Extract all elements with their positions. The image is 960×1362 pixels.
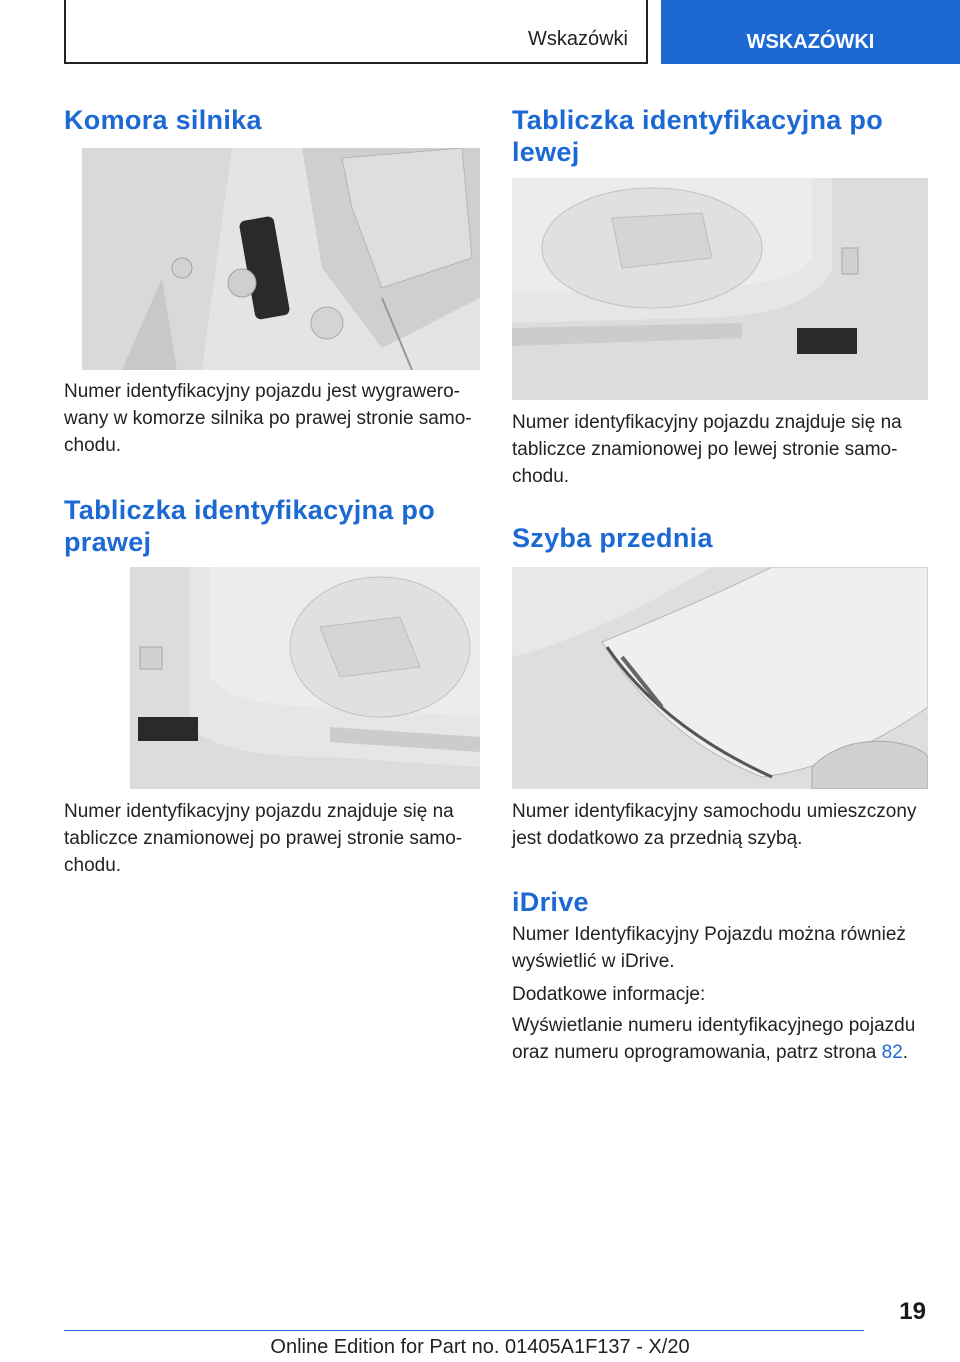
section-title-idrive: iDrive bbox=[512, 887, 589, 917]
footer-divider bbox=[64, 1330, 864, 1331]
windshield-text: Numer identyfikacyjny samochodu umieszczony jest dodatkowo za przednią szybą. bbox=[512, 801, 917, 849]
idrive-text-1: Numer Identyfikacyjny Pojazdu można również wyświetlić w iDrive. bbox=[512, 924, 906, 972]
right-plate-text: Numer identyfikacyjny pojazdu znajduje się na tabliczce znamionowej po prawej stronie samo-chodu. bbox=[64, 801, 463, 876]
header-tab-label: WSKAZÓWKI bbox=[746, 30, 875, 53]
header-section-title: Wskazówki bbox=[527, 28, 628, 50]
section-title-right-plate: Tabliczka identyfikacyjna po prawej bbox=[64, 495, 436, 557]
right-plate-image bbox=[130, 567, 480, 789]
idrive-text-2: Dodatkowe informacje: bbox=[512, 984, 706, 1005]
section-title-left-plate: Tabliczka identyfikacyjna po lewej bbox=[512, 105, 884, 167]
page-number: 19 bbox=[899, 1298, 926, 1325]
left-plate-text: Numer identyfikacyjny pojazdu znajduje się na tabliczce znamionowej po lewej stronie samo-chodu. bbox=[512, 412, 902, 487]
idrive-text-3-end: . bbox=[902, 1042, 909, 1063]
left-plate-image bbox=[512, 178, 928, 400]
footer-edition: Online Edition for Part no. 01405A1F137 - X/20 bbox=[270, 1336, 690, 1358]
header-chapter-tab[interactable] bbox=[661, 0, 960, 64]
idrive-text-3 bbox=[512, 1012, 932, 1066]
idrive-text-3-main: Wyświetlanie numeru identyfikacyjnego pojazdu oraz numeru oprogramowania, patrz strona bbox=[512, 1015, 916, 1063]
windshield-image bbox=[512, 567, 928, 789]
engine-bay-image bbox=[82, 148, 480, 370]
page-82-link[interactable]: 82 bbox=[881, 1042, 903, 1063]
section-title-windshield: Szyba przednia bbox=[512, 523, 713, 553]
header-box bbox=[64, 0, 648, 64]
section-title-engine-bay: Komora silnika bbox=[64, 105, 262, 135]
engine-bay-text: Numer identyfikacyjny pojazdu jest wygrawero-wany w komorze silnika po prawej stronie samo-chodu. bbox=[64, 381, 472, 456]
